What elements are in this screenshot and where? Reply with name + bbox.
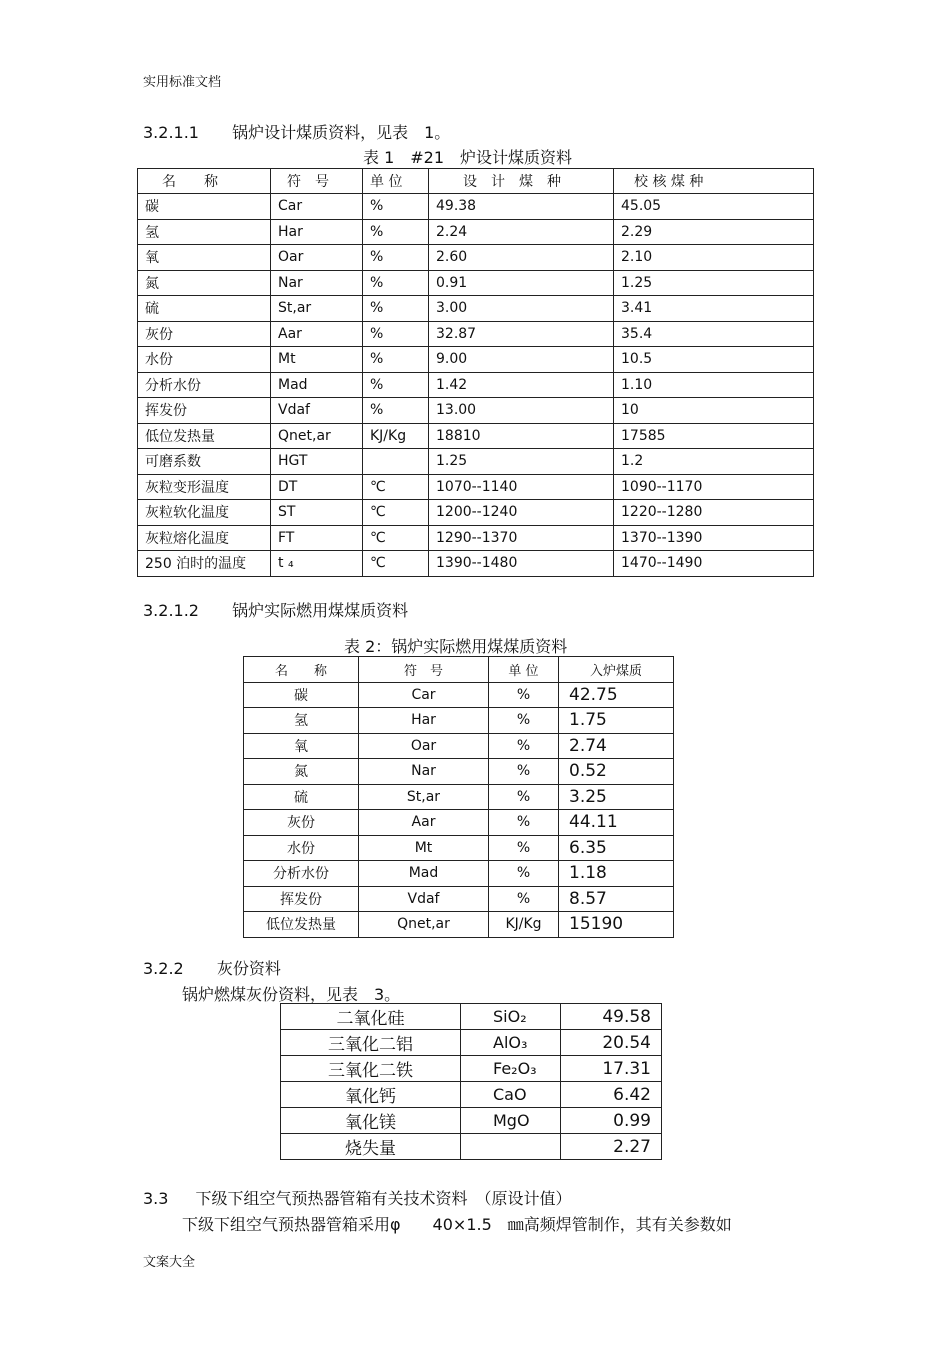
column-header: 符 号 (271, 169, 363, 194)
table-cell: 49.58 (561, 1004, 662, 1030)
table-row (138, 270, 814, 296)
table-cell: 2.60 (429, 245, 614, 271)
table-cell: 氧 (244, 733, 359, 759)
table-cell: % (489, 733, 559, 759)
column-header: 设 计 煤 种 (429, 169, 614, 194)
table-cell: 6.42 (561, 1082, 662, 1108)
table-cell: 1.2 (614, 449, 814, 475)
table-cell: % (489, 759, 559, 785)
table-cell: % (489, 861, 559, 887)
table-cell: % (489, 708, 559, 734)
section-3-2-2 (143, 956, 281, 979)
table-cell: 三氧化二铁 (281, 1056, 461, 1082)
section-number: 3.2.2 (143, 959, 184, 978)
table-cell: 42.75 (559, 682, 674, 708)
table-cell: 0.99 (561, 1108, 662, 1134)
table-cell: KJ/Kg (363, 423, 429, 449)
table-cell: 3.00 (429, 296, 614, 322)
coal-actual-table (243, 656, 674, 938)
table-row (281, 1134, 662, 1160)
table-cell: KJ/Kg (489, 912, 559, 938)
table-cell: % (363, 219, 429, 245)
table-cell: 2.74 (559, 733, 674, 759)
table-cell: 分析水份 (138, 372, 271, 398)
table-cell: % (363, 296, 429, 322)
section-3-2-1-1 (143, 120, 450, 143)
table-cell: 碳 (138, 194, 271, 220)
coal-design-table (137, 168, 814, 577)
ash-composition-table (280, 1003, 662, 1160)
table-row (244, 759, 674, 785)
table-cell: DT (271, 474, 363, 500)
table-row (138, 500, 814, 526)
section-number: 3.2.1.1 (143, 123, 199, 142)
preheater-description: 下级下组空气预热器管箱采用φ 40×1.5 ㎜高频焊管制作，其有关参数如 (182, 1215, 732, 1234)
table-cell: ST (271, 500, 363, 526)
table-cell: 1220--1280 (614, 500, 814, 526)
table-cell: ℃ (363, 474, 429, 500)
table-row (244, 886, 674, 912)
table-cell: Car (271, 194, 363, 220)
table-cell: 45.05 (614, 194, 814, 220)
table-cell: 灰份 (138, 321, 271, 347)
table-cell: 1390--1480 (429, 551, 614, 577)
table-cell: 20.54 (561, 1030, 662, 1056)
table-cell: 8.57 (559, 886, 674, 912)
table-cell: 二氧化硅 (281, 1004, 461, 1030)
column-header: 名 称 (244, 657, 359, 683)
table-row (138, 296, 814, 322)
table-cell: 1.42 (429, 372, 614, 398)
table-cell: 灰份 (244, 810, 359, 836)
table-cell: 0.91 (429, 270, 614, 296)
table-cell: 1.25 (429, 449, 614, 475)
column-header: 校 核 煤 种 (614, 169, 814, 194)
table-row (244, 733, 674, 759)
table-cell: 3.41 (614, 296, 814, 322)
table-cell: % (363, 245, 429, 271)
table-cell: 250 泊时的温度 (138, 551, 271, 577)
table-cell: % (363, 270, 429, 296)
table-cell: 9.00 (429, 347, 614, 373)
table-header-row (244, 657, 674, 683)
table-cell: Mad (271, 372, 363, 398)
table-cell: 挥发份 (138, 398, 271, 424)
section-text: 灰份资料 (216, 959, 281, 978)
table-cell: % (489, 682, 559, 708)
table-row (244, 810, 674, 836)
table-cell: 17.31 (561, 1056, 662, 1082)
table-cell: 1200--1240 (429, 500, 614, 526)
table-cell: 低位发热量 (138, 423, 271, 449)
table-row (138, 551, 814, 577)
table-cell: AlO₃ (461, 1030, 561, 1056)
table-cell: 氧化镁 (281, 1108, 461, 1134)
table-cell: Oar (359, 733, 489, 759)
table-row (138, 219, 814, 245)
table-row (281, 1082, 662, 1108)
table-cell: % (363, 194, 429, 220)
table-cell (363, 449, 429, 475)
table-row (244, 682, 674, 708)
table-cell: Vdaf (271, 398, 363, 424)
table-cell: 15190 (559, 912, 674, 938)
page-footer: 文案大全 (143, 1255, 196, 1270)
table-cell: 硫 (244, 784, 359, 810)
table-cell: 10.5 (614, 347, 814, 373)
table-cell: 分析水份 (244, 861, 359, 887)
table-row (281, 1030, 662, 1056)
table-row (244, 861, 674, 887)
table-row (138, 398, 814, 424)
table-cell: 碳 (244, 682, 359, 708)
table-cell: CaO (461, 1082, 561, 1108)
table-cell: % (489, 810, 559, 836)
table-cell: ℃ (363, 525, 429, 551)
table-row (138, 372, 814, 398)
table-cell: % (363, 398, 429, 424)
column-header: 单 位 (489, 657, 559, 683)
table-cell: 13.00 (429, 398, 614, 424)
table-cell: 1470--1490 (614, 551, 814, 577)
table-cell: 灰粒熔化温度 (138, 525, 271, 551)
table-cell: ℃ (363, 500, 429, 526)
table-cell: Qnet,ar (359, 912, 489, 938)
table-row (281, 1108, 662, 1134)
table-row (281, 1004, 662, 1030)
table-cell: 6.35 (559, 835, 674, 861)
table-cell: St,ar (359, 784, 489, 810)
table-cell: 44.11 (559, 810, 674, 836)
table-cell: Aar (359, 810, 489, 836)
table-cell: 可磨系数 (138, 449, 271, 475)
table-cell: 1.75 (559, 708, 674, 734)
table-cell: 硫 (138, 296, 271, 322)
table-cell: 18810 (429, 423, 614, 449)
section-text: 锅炉实际燃用煤煤质资料 (232, 601, 409, 620)
table-row (244, 784, 674, 810)
table-cell: 三氧化二铝 (281, 1030, 461, 1056)
ash-table-intro: 锅炉燃煤灰份资料，见表 3。 (182, 985, 401, 1004)
table-cell: 氢 (138, 219, 271, 245)
table-cell: 1.10 (614, 372, 814, 398)
table-cell: St,ar (271, 296, 363, 322)
table-cell: 灰粒软化温度 (138, 500, 271, 526)
table-row (138, 449, 814, 475)
table-cell: % (363, 372, 429, 398)
table-cell: 49.38 (429, 194, 614, 220)
table-cell: 挥发份 (244, 886, 359, 912)
page-header: 实用标准文档 (143, 75, 222, 90)
section-number: 3.3 (143, 1189, 169, 1208)
table-1-caption: 表 1 #21 炉设计煤质资料 (363, 148, 573, 167)
table-cell: Fe₂O₃ (461, 1056, 561, 1082)
table-row (138, 474, 814, 500)
table-cell: Qnet,ar (271, 423, 363, 449)
table-cell: HGT (271, 449, 363, 475)
table-row (244, 708, 674, 734)
table-row (244, 835, 674, 861)
table-cell: Har (359, 708, 489, 734)
section-text: 锅炉设计煤质资料，见表 1。 (232, 123, 451, 142)
section-3-3 (143, 1186, 572, 1209)
table-cell: 1290--1370 (429, 525, 614, 551)
table-row (138, 321, 814, 347)
table-cell: 烧失量 (281, 1134, 461, 1160)
table-cell: % (489, 835, 559, 861)
table-cell: t ₄ (271, 551, 363, 577)
table-cell: 1.25 (614, 270, 814, 296)
table-cell: Nar (271, 270, 363, 296)
table-cell (461, 1134, 561, 1160)
table-cell: Oar (271, 245, 363, 271)
table-cell: 10 (614, 398, 814, 424)
table-cell: 0.52 (559, 759, 674, 785)
table-cell: 水份 (244, 835, 359, 861)
column-header: 符 号 (359, 657, 489, 683)
table-cell: 2.24 (429, 219, 614, 245)
table-cell: Car (359, 682, 489, 708)
table-cell: 2.10 (614, 245, 814, 271)
table-cell: % (489, 784, 559, 810)
section-text: 下级下组空气预热器管箱有关技术资料 （原设计值） (195, 1189, 572, 1208)
table-cell: 1070--1140 (429, 474, 614, 500)
table-2-caption: 表 2：锅炉实际燃用煤煤质资料 (344, 637, 568, 656)
table-cell: MgO (461, 1108, 561, 1134)
table-cell: % (363, 347, 429, 373)
table-cell: 水份 (138, 347, 271, 373)
table-cell: Nar (359, 759, 489, 785)
table-cell: Mt (359, 835, 489, 861)
table-cell: Mad (359, 861, 489, 887)
column-header: 单 位 (363, 169, 429, 194)
table-cell: ℃ (363, 551, 429, 577)
table-cell: 氮 (244, 759, 359, 785)
table-cell: 32.87 (429, 321, 614, 347)
table-row (138, 245, 814, 271)
table-cell: 35.4 (614, 321, 814, 347)
table-row (138, 347, 814, 373)
table-cell: % (363, 321, 429, 347)
table-row (138, 423, 814, 449)
table-cell: Aar (271, 321, 363, 347)
table-cell: SiO₂ (461, 1004, 561, 1030)
table-row (138, 525, 814, 551)
section-number: 3.2.1.2 (143, 601, 199, 620)
table-cell: 氧化钙 (281, 1082, 461, 1108)
table-cell: Har (271, 219, 363, 245)
table-row (244, 912, 674, 938)
column-header: 名 称 (138, 169, 271, 194)
table-cell: 17585 (614, 423, 814, 449)
table-cell: 氢 (244, 708, 359, 734)
table-row (281, 1056, 662, 1082)
table-cell: 灰粒变形温度 (138, 474, 271, 500)
table-header-row (138, 169, 814, 194)
table-cell: 氧 (138, 245, 271, 271)
table-cell: 低位发热量 (244, 912, 359, 938)
table-cell: Vdaf (359, 886, 489, 912)
table-cell: Mt (271, 347, 363, 373)
table-cell: 2.27 (561, 1134, 662, 1160)
table-cell: 1370--1390 (614, 525, 814, 551)
table-cell: 1.18 (559, 861, 674, 887)
table-cell: 1090--1170 (614, 474, 814, 500)
section-3-2-1-2 (143, 598, 408, 621)
table-cell: % (489, 886, 559, 912)
table-row (138, 194, 814, 220)
column-header: 入炉煤质 (559, 657, 674, 683)
table-cell: 氮 (138, 270, 271, 296)
table-cell: 3.25 (559, 784, 674, 810)
table-cell: 2.29 (614, 219, 814, 245)
table-cell: FT (271, 525, 363, 551)
